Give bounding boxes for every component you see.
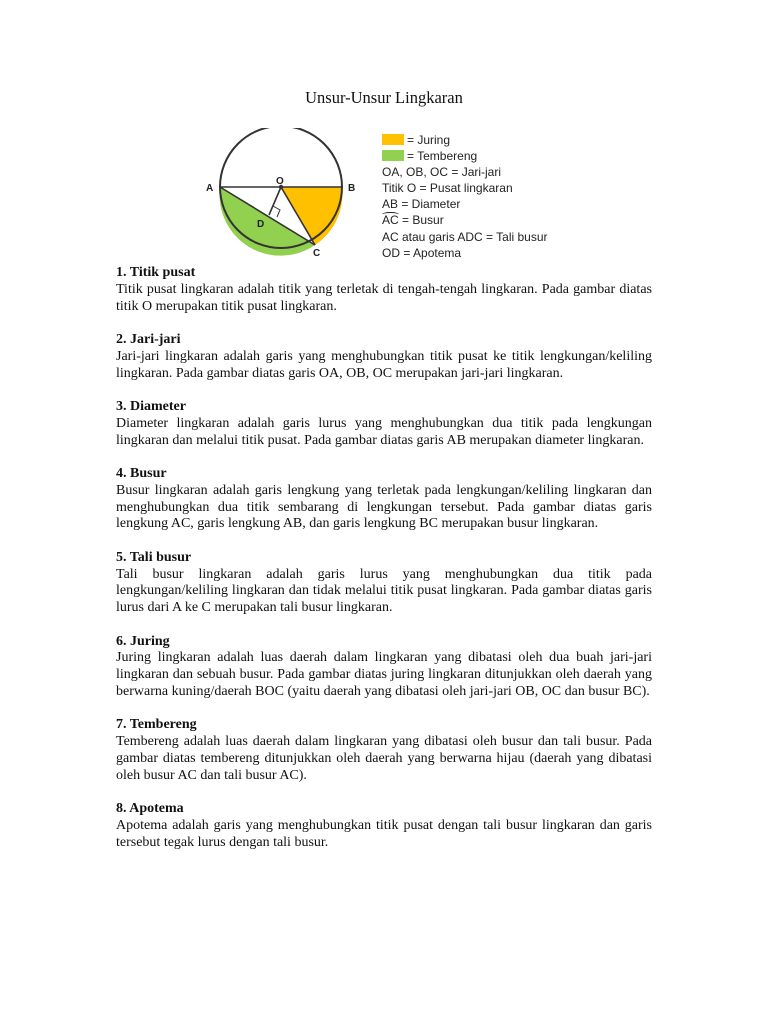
- legend-row-juring: [382, 132, 582, 148]
- legend-text: OD = Apotema: [382, 245, 462, 260]
- legend-row-jari-jari: [382, 164, 582, 180]
- legend-row-tembereng: [382, 148, 582, 164]
- legend-row-apotema: [382, 245, 582, 261]
- legend-row-tali-busur: [382, 229, 582, 245]
- legend-text: AB = Diameter: [382, 197, 461, 212]
- section-diameter: [116, 399, 652, 449]
- section-titik-pusat: [116, 265, 652, 315]
- arc-ac-symbol: AC: [382, 213, 399, 228]
- section-jari-jari: [116, 332, 652, 382]
- section-tembereng: [116, 717, 652, 784]
- legend-row-diameter: [382, 196, 582, 212]
- section-apotema: [116, 801, 652, 851]
- section-heading: 1. Titik pusat: [116, 265, 196, 280]
- section-heading: 8. Apotema: [116, 801, 184, 817]
- section-body: Tali busur lingkaran adalah garis lurus yang menghubungkan dua titik pada lengkungan/keliling lingkaran dan tidak melalui titik pusat lingkaran. Pada gambar diatas garis lurus dari A ke C merupakan tali busur lingkaran.: [116, 566, 652, 616]
- section-body: Titik pusat lingkaran adalah titik yang terletak di tengah-tengah lingkaran. Pada gambar diatas titik O merupakan titik pusat lingkaran.: [116, 281, 652, 314]
- label-a: A: [206, 183, 214, 194]
- right-angle-marker: [273, 206, 280, 217]
- section-body: Busur lingkaran adalah garis lengkung yang terletak pada lengkungan/keliling lingkaran dan menghubungkan dua titik sembarang di lengkungan tersebut. Pada gambar diatas garis lengkung AC, garis lengkung AB, dan garis lengkung BC merupakan busur lingkaran.: [116, 482, 652, 532]
- section-body: Juring lingkaran adalah luas daerah dalam lingkaran yang dibatasi oleh dua buah jari-jari lingkaran dan sebuah busur. Pada gambar diatas juring lingkaran ditunjukkan oleh daerah yang berwarna kuning/daerah BOC (yaitu daerah yang dibatasi oleh jari-jari OB, OC dan busur BC).: [116, 650, 652, 699]
- legend-text: AC atau garis ADC = Tali busur: [382, 229, 548, 244]
- section-heading: 5. Tali busur: [116, 549, 192, 565]
- label-o: O: [276, 176, 284, 187]
- label-b: B: [348, 183, 356, 194]
- legend-text: = Tembereng: [407, 149, 478, 164]
- document-title: Unsur-Unsur Lingkaran: [305, 88, 463, 107]
- section-body: Apotema adalah garis yang menghubungkan titik pusat dengan tali busur lingkaran dan garis tersebut tegak lurus dengan tali busur.: [116, 817, 652, 850]
- section-heading: 7. Tembereng: [116, 717, 197, 733]
- legend-text: OA, OB, OC = Jari-jari: [382, 165, 502, 180]
- section-body: Tembereng adalah luas daerah dalam lingkaran yang dibatasi oleh busur dan tali busur. Pada gambar diatas tembereng ditunjukkan oleh daerah yang berwarna hijau (daerah yang dibatasi oleh busur AC dan tali busur AC).: [116, 734, 652, 783]
- section-heading: 2. Jari-jari: [116, 331, 181, 347]
- section-body: Diameter lingkaran adalah garis lurus yang menghubungkan dua titik pada lengkungan lingkaran dan melalui titik pusat. Pada gambar diatas garis AB merupakan diameter lingkaran.: [116, 415, 652, 448]
- section-tali-busur: [116, 550, 652, 617]
- legend-text: Titik O = Pusat lingkaran: [382, 181, 513, 196]
- legend-text: = Juring: [407, 133, 451, 147]
- legend-row-pusat: [382, 180, 582, 196]
- section-juring: [116, 634, 652, 701]
- section-busur: [116, 466, 652, 533]
- tembereng-swatch: [382, 150, 404, 161]
- definitions-list: [116, 265, 652, 868]
- label-d: D: [257, 219, 265, 230]
- label-c: C: [313, 248, 321, 259]
- section-body: Jari-jari lingkaran adalah garis yang menghubungkan titik pusat ke titik lengkungan/keliling lingkaran. Pada gambar diatas garis OA, OB, OC merupakan jari-jari lingkaran.: [116, 348, 652, 381]
- legend-row-busur: [382, 212, 582, 228]
- section-heading: 4. Busur: [116, 465, 167, 481]
- diagram-legend: [382, 132, 582, 261]
- legend-text: = Busur: [398, 213, 444, 228]
- section-heading: 3. Diameter: [116, 398, 186, 414]
- juring-swatch: [382, 134, 404, 145]
- section-heading: 6. Juring: [116, 633, 170, 649]
